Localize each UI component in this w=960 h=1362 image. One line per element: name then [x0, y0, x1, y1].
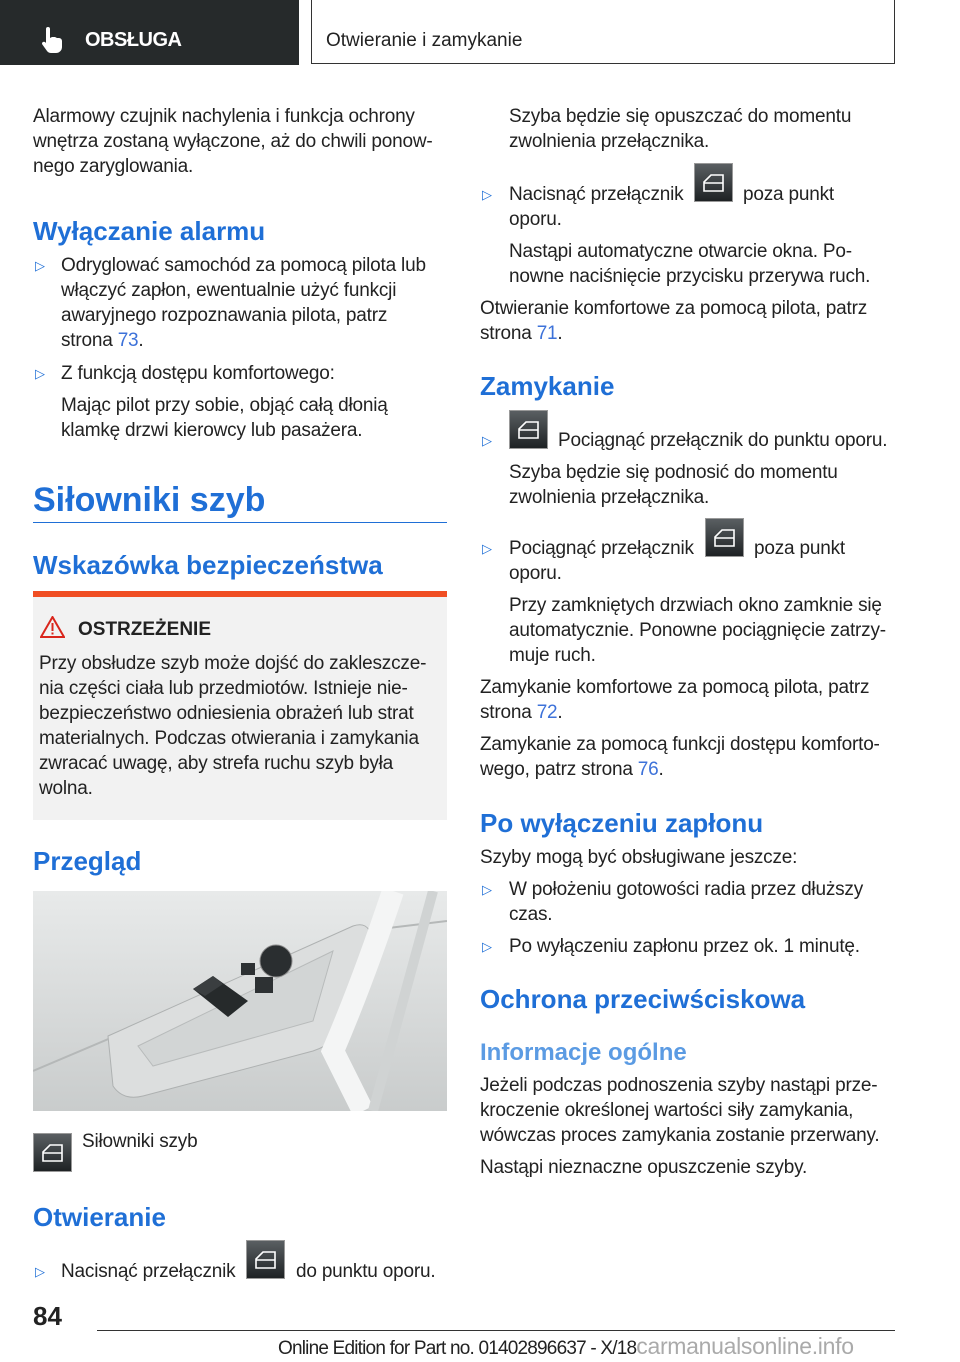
close-step-2: Pociągnąć przełącznik [509, 538, 694, 559]
window-switch-icon [694, 163, 733, 202]
window-switch-icon [509, 410, 548, 449]
heading-window-lifts: Siłowniki szyb [33, 481, 266, 519]
window-switch-icon [705, 518, 744, 557]
bullet-icon: ▷ [482, 433, 492, 448]
pinch-para-2: Nastąpi nieznaczne opuszczenie szyby. [480, 1157, 808, 1178]
step-text: Odryglować samochód za pomocą pilota lub włączyć zapłon, ewentualnie użyć funkcji awaryjnego rozpoznawania pilota, patrz [61, 255, 426, 326]
warning-title: OSTRZEŻENIE [78, 619, 212, 640]
alarm-step-2: Z funkcją dostępu komfortowego: [61, 363, 335, 384]
page-link-76[interactable]: 76 [637, 759, 659, 780]
heading-opening: Otwieranie [33, 1202, 166, 1232]
intro-paragraph: Alarmowy czujnik nachylenia i funkcja ochrony wnętrza zostaną wyłączone, aż do chwili ponow- nego zaryglowania. [33, 106, 433, 177]
heading-closing: Zamykanie [480, 371, 615, 401]
ignition-para: Szyby mogą być obsługiwane jeszcze: [480, 847, 798, 868]
comfort-close-para [480, 675, 869, 725]
section-title: OBSŁUGA [85, 29, 182, 51]
para-text: strona [480, 702, 537, 723]
period: . [138, 330, 144, 351]
auto-open-step-end: poza punkt [743, 184, 834, 205]
heading-safety: Wskazówka bezpieczeństwa [33, 550, 383, 580]
bullet-icon: ▷ [482, 541, 492, 556]
heading-rule [33, 522, 447, 523]
comfort-open-para [480, 296, 867, 346]
close-step-1: Pociągnąć przełącznik do punktu oporu. [558, 430, 888, 451]
watermark-text: carmanualsonline.info [636, 1333, 854, 1359]
footer-edition [278, 1333, 854, 1360]
edition-text: Online Edition for Part no. 01402896637 - X/18 [278, 1338, 637, 1359]
close-step-2-detail: Przy zamkniętych drzwiach okno zamknie się automatycznie. Ponowne pociągnięcie zatrzy- muje ruch. [509, 595, 886, 666]
page-link-71[interactable]: 71 [536, 323, 558, 344]
footer-rule [97, 1330, 895, 1331]
door-switch-illustration [33, 891, 447, 1111]
chapter-tab [311, 0, 895, 64]
heading-after-ignition: Po wyłączeniu zapłonu [480, 808, 764, 838]
page-link-72[interactable]: 72 [536, 702, 558, 723]
bullet-icon: ▷ [35, 366, 45, 381]
window-switch-icon [33, 1133, 72, 1172]
bullet-icon: ▷ [482, 939, 492, 954]
close-step-2-end2: oporu. [509, 563, 562, 584]
bullet-icon: ▷ [35, 1264, 45, 1279]
para-text: Zamykanie komfortowe za pomocą pilota, patrz [480, 677, 870, 698]
page-link-73[interactable]: 73 [117, 330, 139, 351]
bullet-icon: ▷ [482, 882, 492, 897]
heading-alarm-off: Wyłączanie alarmu [33, 216, 266, 246]
pinch-para: Jeżeli podczas podnoszenia szyby nastąpi prze- kroczenie określonej wartości siły zamykania, wówczas proces zamykania zostanie przerwany. [480, 1075, 880, 1146]
bullet-icon: ▷ [482, 187, 492, 202]
page-number: 84 [33, 1301, 62, 1331]
alarm-step-2-detail: Mając pilot przy sobie, objąć całą dłonią klamkę drzwi kierowcy lub pasażera. [61, 395, 388, 441]
ignition-item-1: W położeniu gotowości radia przez dłuższy czas. [509, 879, 864, 925]
para-text: wego, patrz strona [480, 759, 638, 780]
period: . [557, 323, 563, 344]
auto-open-step: Nacisnąć przełącznik [509, 184, 684, 205]
period: . [557, 702, 563, 723]
open-step-text: Nacisnąć przełącznik [61, 1261, 236, 1282]
ignition-item-2: Po wyłączeniu zapłonu przez ok. 1 minutę. [509, 936, 860, 957]
bullet-icon: ▷ [35, 258, 45, 273]
auto-open-step-end2: oporu. [509, 209, 562, 230]
heading-overview: Przegląd [33, 846, 142, 876]
para-text: Otwieranie komfortowe za pomocą pilota, patrz [480, 298, 868, 319]
para-text: strona [480, 323, 537, 344]
warning-text: Przy obsłudze szyb może dojść do zakleszcze- nia części ciała lub przedmiotów. Istnieje nie- bezpieczeństwo odniesienia obrażeń lub strat materialnych. Podczas otwierania i zamykania zwracać uwagę, aby strefa ruchu szyb była wolna. [39, 653, 427, 799]
heading-general-info: Informacje ogólne [480, 1039, 687, 1066]
comfort-access-para [480, 732, 880, 782]
close-step-2-end: poza punkt [754, 538, 845, 559]
chapter-title: Otwieranie i zamykanie [326, 30, 523, 51]
warning-triangle-icon [40, 616, 65, 638]
illustration-caption: Siłowniki szyb [82, 1131, 198, 1152]
open-detail: Szyba będzie się opuszczać do momentu zwolnienia przełącznika. [509, 106, 852, 152]
heading-pinch-protection: Ochrona przeciwściskowa [480, 984, 806, 1014]
open-step-text-end: do punktu oporu. [296, 1261, 436, 1282]
warning-box [33, 591, 447, 820]
alarm-step-1 [61, 253, 426, 353]
window-switch-icon [246, 1240, 285, 1279]
hand-pointer-icon [40, 27, 64, 55]
auto-open-detail: Nastąpi automatyczne otwarcie okna. Po- nowne naciśnięcie przycisku przerywa ruch. [509, 241, 871, 287]
section-tab [0, 0, 299, 65]
step-text: strona [61, 330, 118, 351]
period: . [658, 759, 664, 780]
close-step-1-detail: Szyba będzie się podnosić do momentu zwolnienia przełącznika. [509, 462, 838, 508]
para-text: Zamykanie za pomocą funkcji dostępu komforto- [480, 734, 880, 755]
